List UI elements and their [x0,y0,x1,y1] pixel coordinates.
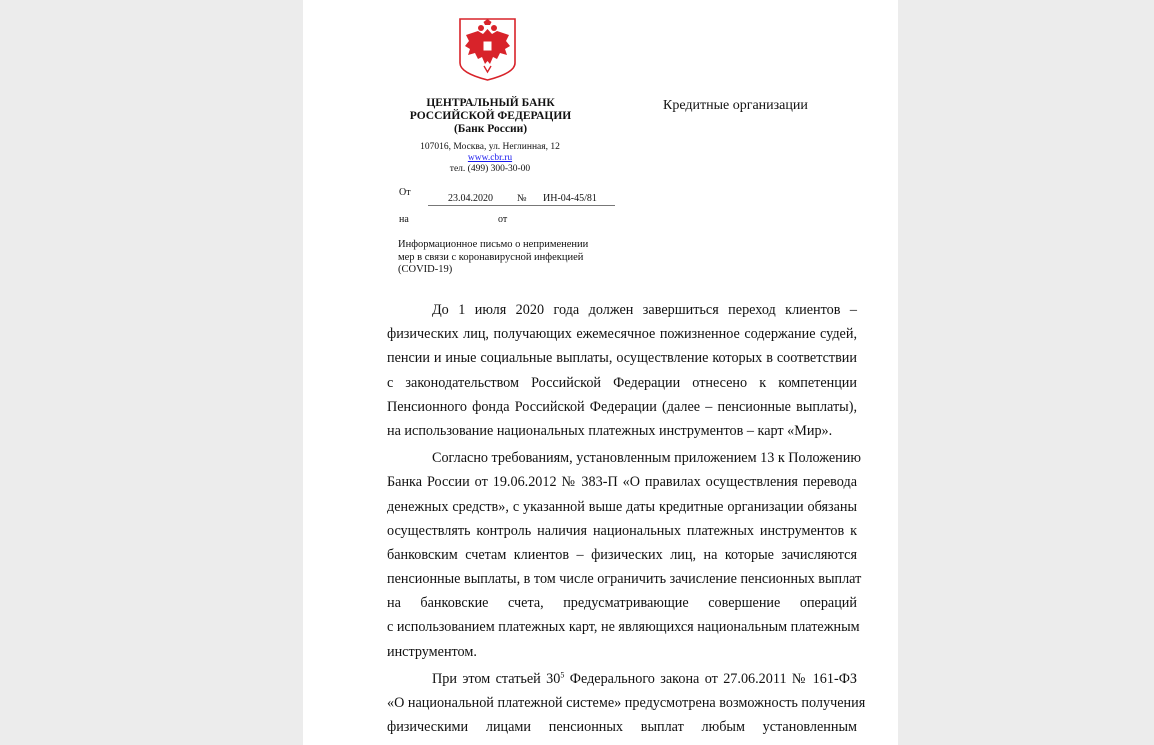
document-page [303,0,898,745]
subject-line3: (COVID-19) [398,264,453,275]
body-line: на использование национальных платежных инструментов – карт «Мир». [387,422,833,439]
subject-line1: Информационное письмо о неприменении [398,239,589,250]
bank-phone: тел. (499) 300-30-00 [449,164,531,174]
number-sign: № [517,193,527,204]
body-line: осуществлять контроль наличия национальных платежных инструментов к [387,522,857,539]
p3-start: При этом статьей 30 [432,670,561,687]
letter-subject [398,239,638,277]
body-line: физических лиц, получающих ежемесячное пожизненное содержание судей, [387,326,857,343]
to-label: на [399,214,409,225]
body-line: с законодательством Российской Федерации отнесено к компетенции [387,374,857,391]
body-line: пенсии и иные социальные выплаты, осуществление которых в соответствии [387,350,857,367]
letter-date: 23.04.2020 [448,193,493,204]
body-line: До 1 июля 2020 года должен завершиться переход клиентов – [432,302,857,318]
bank-contacts [415,142,565,175]
letter-number: ИН-04-45/81 [543,193,597,204]
body-line: инструментом. [387,643,477,660]
body-line: пенсионные выплаты, в том числе ограничить зачисление пенсионных выплат [387,571,862,588]
bank-name-line3: (Банк России) [453,123,528,135]
p3-superscript: 5 [560,670,565,680]
body-line: денежных средств», с указанной выше даты кредитные организации обязаны [387,498,857,515]
body-line: Согласно требованиям, установленным приложением 13 к Положению [432,450,861,467]
body-line: «О национальной платежной системе» предусмотрена возможность получения [387,695,866,711]
body-line: на банковские счета, предусматривающие совершение операций [387,595,857,612]
from-label: От [399,187,411,198]
coat-of-arms-emblem [458,17,517,81]
bank-name-line2: РОССИЙСКОЙ ФЕДЕРАЦИИ [409,110,572,122]
bank-name-line1: ЦЕНТРАЛЬНЫЙ БАНК [426,97,555,109]
body-line: с использованием платежных карт, не являющихся национальным платежным [387,619,860,636]
subject-line2: мер в связи с коронавирусной инфекцией [398,251,584,263]
letter-body [387,298,866,739]
bank-address: 107016, Москва, ул. Неглинная, 12 [420,142,560,152]
p3-end: Федерального закона от 27.06.2011 № 161-ФЗ [564,670,858,687]
of-label: от [498,214,508,225]
bank-name [398,97,583,136]
body-line: банковским счетам клиентов – физических лиц, на которые зачисляются [387,546,857,563]
bank-website-link[interactable]: www.cbr.ru [467,153,513,163]
body-line: физическими лицами пенсионных выплат любым установленным [387,719,857,736]
body-line [387,667,857,691]
date-underline [428,205,615,206]
body-line: Пенсионного фонда Российской Федерации (далее – пенсионные выплаты), [387,398,857,415]
body-line: Банка России от 19.06.2012 № 383-П «О правилах осуществления перевода [387,474,857,491]
addressee: Кредитные организации [663,98,808,113]
